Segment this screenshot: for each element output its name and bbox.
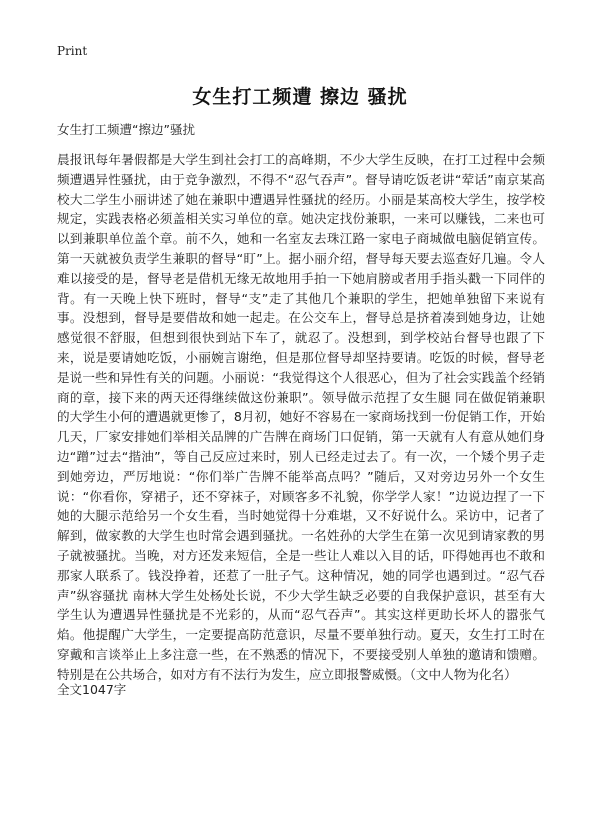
word-count: 全文1047字: [57, 682, 127, 697]
print-link[interactable]: Print: [57, 44, 88, 58]
article-subtitle: 女生打工频遭“擦边”骚扰: [57, 122, 195, 137]
article-body: 晨报讯每年暑假都是大学生到社会打工的高峰期，不少大学生反映，在打工过程中会频频遭遇异性骚扰，由于竞争激烈，不得不“忍气吞声”。督导请吃饭老讲“荤话”南京某高校大二学生小丽讲述了她在兼职中遭遇异性骚扰的经历。小丽是某高校大学生，按学校规定，实践表格必须盖相关实习单位的章。她决定找份兼职，一来可以赚钱，二来也可以到兼职单位盖个章。前不久，她和一名室友去珠江路一家电子商城做电脑促销宣传。第一天就被负责学生兼职的督导“盯”上。据小丽介绍，督导每天要去巡查好几遍。令人难以接受的是，督导老是借机无缘无故地用手拍一下她肩膀或者用手指头戳一下同伴的背。有一天晚上快下班时，督导“支”走了其他几个兼职的学生，把她单独留下来说有事。没想到，督导是要借故和她一起走。在公交车上，督导总是挤着凑到她身边，让她感觉很不舒服，但想到很快到站下车了，就忍了。没想到，到学校站台督导也跟了下来，说是要请她吃饭，小丽婉言谢绝，但是那位督导却坚持要请。吃饭的时候，督导老是说一些和异性有关的问题。小丽说：“我觉得这个人很恶心，但为了社会实践盖个经销商的章，接下来的两天还得继续做这份兼职”。领导做示范捏了女生腿 同在做促销兼职的大学生小何的遭遇就更惨了，8月初，她好不容易在一家商场找到一份促销工作，开始几天，厂家安排她们举相关品牌的广告牌在商场门口促销，第一天就有人有意从她们身边“蹭”过去“揩油”，等自己反应过来时，别人已经走过去了。有一次，一个矮个男子走到她旁边，严厉地说：“你们举广告牌不能举高点吗？”随后，又对旁边另外一个女生说：“你看你，穿裙子，还不穿袜子，对顾客多不礼貌，你学学人家！”边说边捏了一下她的大腿示范给另一个女生看，当时她觉得十分难堪，又不好说什么。采访中，记者了解到，做家教的大学生也时常会遇到骚扰。一名姓孙的大学生在第一次见到请家教的男子就被骚扰。当晚，对方还发来短信，全是一些让人难以入目的话，吓得她再也不敢和那家人联系了。钱没挣着，还惹了一肚子气。这种情况，她的同学也遇到过。“忍气吞声”纵容骚扰 南林大学生处杨处长说，不少大学生缺乏必要的自我保护意识，甚至有大学生认为遭遇异性骚扰是不光彩的，从而“忍气吞声”。其实这样更助长坏人的嚣张气焰。他提醒广大学生，一定要提高防范意识，尽量不要单独行动。夏天，女生打工时在穿戴和言谈举止上多注意一些，在不熟悉的情况下，不要接受别人单独的邀请和馈赠。特别是在公共场合，如对方有不法行为发生，应立即报警威慑。（文中人物为化名）: [57, 152, 545, 682]
article-title: 女生打工频遭 擦边 骚扰: [192, 86, 408, 108]
